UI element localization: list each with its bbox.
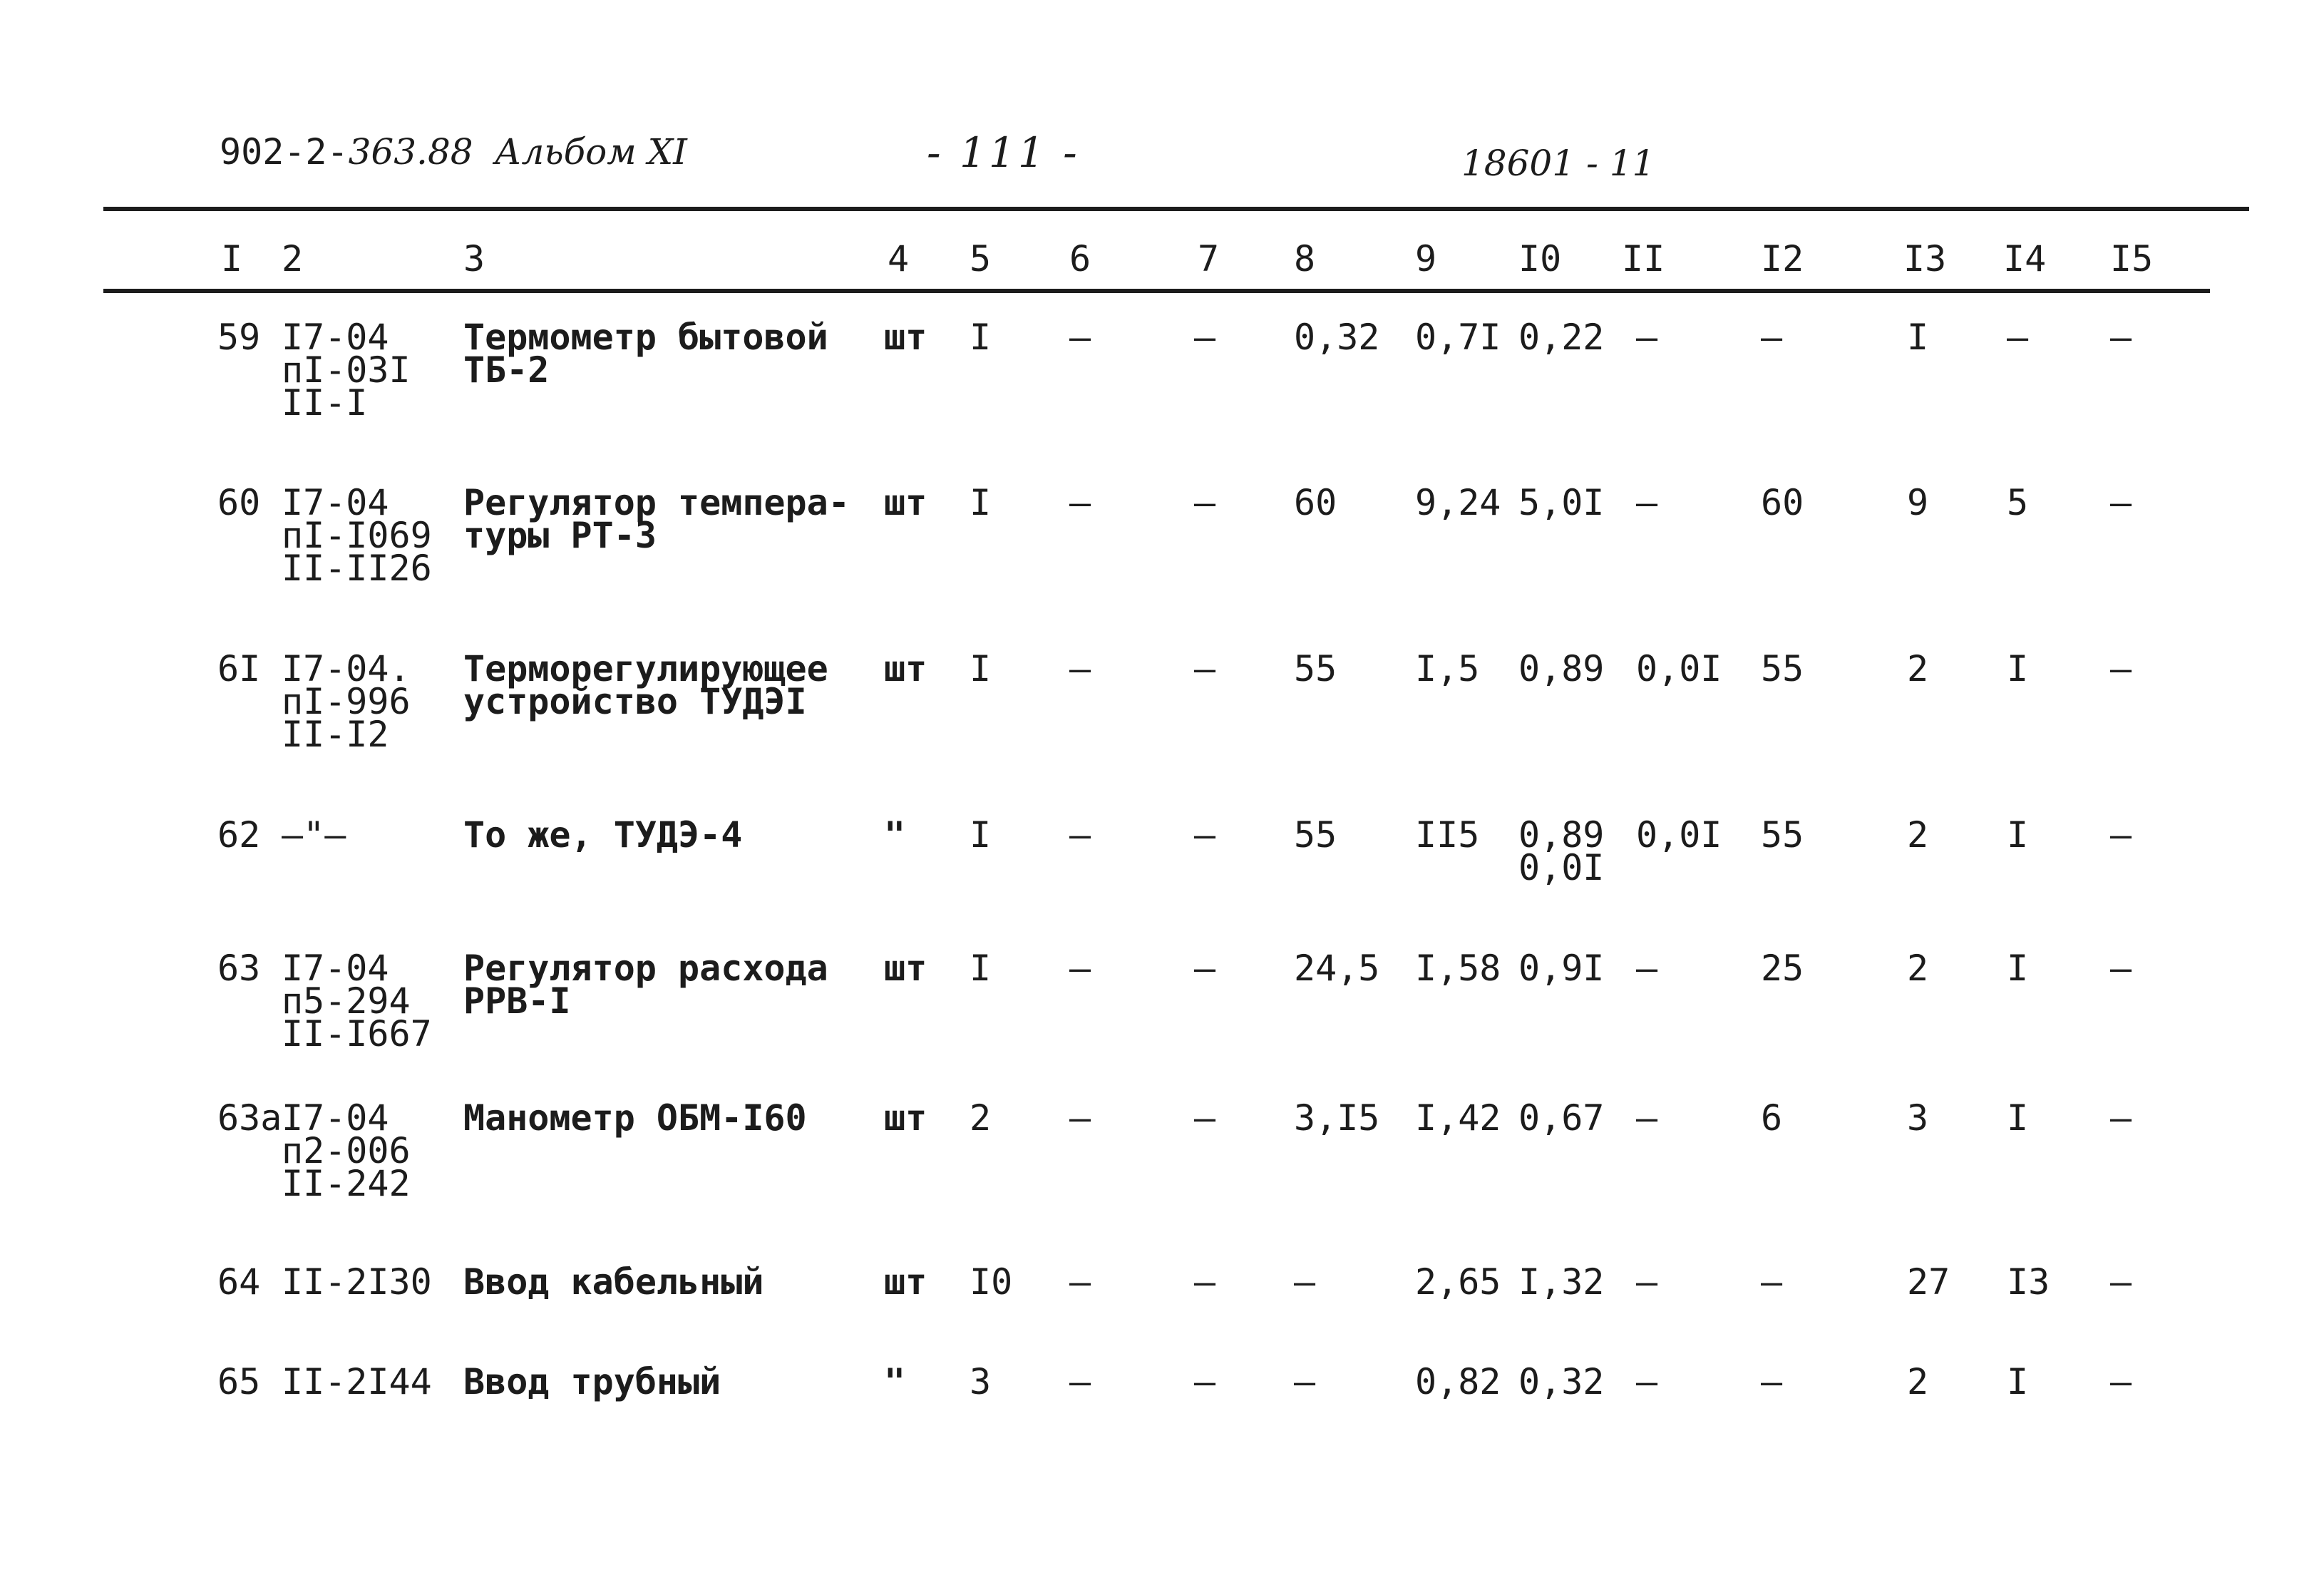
- cell-col-2: I7-04 п5-294 II-I667: [282, 948, 432, 1055]
- column-header-9: 9: [1415, 238, 1437, 279]
- cell-col-7: –: [1194, 948, 1216, 989]
- cell-col-12: –: [1761, 1261, 1783, 1303]
- column-header-10: I0: [1518, 238, 1562, 279]
- cell-col-3: Манометр ОБМ-I60: [463, 1097, 807, 1139]
- cell-col-11: –: [1636, 948, 1658, 989]
- cell-col-10: 0,22: [1518, 317, 1605, 358]
- cell-col-3: То же, ТУДЭ-4: [463, 814, 743, 856]
- cell-col-12: 6: [1761, 1097, 1783, 1139]
- cell-col-15: –: [2110, 814, 2132, 856]
- cell-col-10: 0,89 0,0I: [1518, 814, 1605, 888]
- column-header-6: 6: [1069, 238, 1091, 279]
- cell-col-9: II5: [1415, 814, 1480, 856]
- cell-col-14: I: [2007, 1361, 2029, 1402]
- cell-col-13: I: [1907, 317, 1929, 358]
- cell-col-5: I: [970, 648, 992, 689]
- cell-col-15: –: [2110, 317, 2132, 358]
- cell-col-2: I7-04 п2-006 II-242: [282, 1097, 411, 1204]
- cell-col-11: –: [1636, 317, 1658, 358]
- cell-col-6: –: [1069, 317, 1091, 358]
- cell-col-2: II-2I30: [282, 1261, 432, 1303]
- cell-col-10: 0,9I: [1518, 948, 1605, 989]
- cell-col-12: –: [1761, 1361, 1783, 1402]
- album-label: Альбом XI: [494, 131, 687, 173]
- cell-col-10: 0,32: [1518, 1361, 1605, 1402]
- cell-col-11: –: [1636, 482, 1658, 523]
- cell-col-13: 2: [1907, 1361, 1929, 1402]
- cell-col-14: –: [2007, 317, 2029, 358]
- cell-col-6: –: [1069, 814, 1091, 856]
- cell-col-13: 3: [1907, 1097, 1929, 1139]
- cell-col-1: 62: [217, 814, 261, 856]
- cell-col-15: –: [2110, 1261, 2132, 1303]
- cell-col-7: –: [1194, 814, 1216, 856]
- column-header-2: 2: [282, 238, 304, 279]
- cell-col-4: ": [884, 814, 906, 856]
- column-header-15: I5: [2110, 238, 2154, 279]
- cell-col-10: I,32: [1518, 1261, 1605, 1303]
- cell-col-8: 55: [1294, 648, 1337, 689]
- column-header-3: 3: [463, 238, 485, 279]
- cell-col-14: I3: [2007, 1261, 2050, 1303]
- cell-col-13: 2: [1907, 948, 1929, 989]
- column-header-5: 5: [970, 238, 992, 279]
- cell-col-1: 59: [217, 317, 261, 358]
- cell-col-11: 0,0I: [1636, 814, 1722, 856]
- cell-col-14: I: [2007, 648, 2029, 689]
- cell-col-12: –: [1761, 317, 1783, 358]
- cell-col-5: 2: [970, 1097, 992, 1139]
- cell-col-1: 60: [217, 482, 261, 523]
- cell-col-12: 55: [1761, 814, 1804, 856]
- cell-col-9: I,58: [1415, 948, 1501, 989]
- cell-col-15: –: [2110, 1361, 2132, 1402]
- cell-col-12: 55: [1761, 648, 1804, 689]
- cell-col-5: I: [970, 948, 992, 989]
- cell-col-4: шт: [884, 648, 927, 689]
- table-top-rule: [103, 207, 2249, 211]
- cell-col-1: 64: [217, 1261, 261, 1303]
- cell-col-15: –: [2110, 648, 2132, 689]
- page-number: - 111 -: [927, 128, 1080, 177]
- cell-col-14: 5: [2007, 482, 2029, 523]
- cell-col-9: I,42: [1415, 1097, 1501, 1139]
- cell-col-6: –: [1069, 1261, 1091, 1303]
- cell-col-4: шт: [884, 1097, 927, 1139]
- cell-col-13: 2: [1907, 648, 1929, 689]
- cell-col-15: –: [2110, 482, 2132, 523]
- cell-col-1: 63: [217, 948, 261, 989]
- cell-col-4: шт: [884, 482, 927, 523]
- cell-col-13: 2: [1907, 814, 1929, 856]
- document-code-handwritten: 363.88: [348, 131, 473, 173]
- cell-col-5: I: [970, 814, 992, 856]
- cell-col-12: 25: [1761, 948, 1804, 989]
- cell-col-9: 2,65: [1415, 1261, 1501, 1303]
- cell-col-3: Регулятор темпера- туры РТ-3: [463, 482, 850, 556]
- cell-col-9: 9,24: [1415, 482, 1501, 523]
- cell-col-8: –: [1294, 1361, 1316, 1402]
- cell-col-10: 5,0I: [1518, 482, 1605, 523]
- cell-col-3: Регулятор расхода РРВ-I: [463, 948, 828, 1022]
- cell-col-2: I7-04 пI-03I II-I: [282, 317, 411, 424]
- cell-col-13: 27: [1907, 1261, 1950, 1303]
- column-header-11: II: [1622, 238, 1665, 279]
- cell-col-11: –: [1636, 1361, 1658, 1402]
- cell-col-6: –: [1069, 482, 1091, 523]
- cell-col-5: I0: [970, 1261, 1013, 1303]
- column-header-1: I: [221, 238, 243, 279]
- cell-col-7: –: [1194, 1097, 1216, 1139]
- cell-col-11: –: [1636, 1097, 1658, 1139]
- column-header-4: 4: [888, 238, 910, 279]
- cell-col-8: 60: [1294, 482, 1337, 523]
- cell-col-2: II-2I44: [282, 1361, 432, 1402]
- cell-col-15: –: [2110, 1097, 2132, 1139]
- cell-col-11: 0,0I: [1636, 648, 1722, 689]
- table-header-rule: [103, 289, 2210, 293]
- cell-col-15: –: [2110, 948, 2132, 989]
- cell-col-7: –: [1194, 1261, 1216, 1303]
- document-code: [220, 131, 687, 173]
- cell-col-9: 0,7I: [1415, 317, 1501, 358]
- cell-col-4: шт: [884, 317, 927, 358]
- cell-col-7: –: [1194, 1361, 1216, 1402]
- cell-col-4: шт: [884, 948, 927, 989]
- cell-col-2: I7-04 пI-I069 II-II26: [282, 482, 432, 589]
- column-header-13: I3: [1903, 238, 1947, 279]
- document-code-prefix: 902-2-: [220, 131, 349, 173]
- cell-col-3: Ввод кабельный: [463, 1261, 764, 1303]
- cell-col-7: –: [1194, 648, 1216, 689]
- cell-col-10: 0,67: [1518, 1097, 1605, 1139]
- cell-col-7: –: [1194, 317, 1216, 358]
- cell-col-8: 24,5: [1294, 948, 1380, 989]
- cell-col-3: Терморегулирующее устройство ТУДЭI: [463, 648, 828, 722]
- cell-col-1: 6I: [217, 648, 261, 689]
- cell-col-8: 3,I5: [1294, 1097, 1380, 1139]
- cell-col-2: –"–: [282, 814, 346, 856]
- cell-col-11: –: [1636, 1261, 1658, 1303]
- cell-col-13: 9: [1907, 482, 1929, 523]
- cell-col-8: 55: [1294, 814, 1337, 856]
- cell-col-14: I: [2007, 1097, 2029, 1139]
- cell-col-7: –: [1194, 482, 1216, 523]
- column-header-7: 7: [1198, 238, 1220, 279]
- cell-col-1: 65: [217, 1361, 261, 1402]
- cell-col-12: 60: [1761, 482, 1804, 523]
- sheet-reference: 18601 - 11: [1461, 143, 1655, 184]
- cell-col-14: I: [2007, 948, 2029, 989]
- cell-col-4: ": [884, 1361, 906, 1402]
- cell-col-8: –: [1294, 1261, 1316, 1303]
- column-header-14: I4: [2003, 238, 2047, 279]
- cell-col-5: 3: [970, 1361, 992, 1402]
- cell-col-6: –: [1069, 1097, 1091, 1139]
- cell-col-5: I: [970, 482, 992, 523]
- cell-col-9: 0,82: [1415, 1361, 1501, 1402]
- cell-col-10: 0,89: [1518, 648, 1605, 689]
- cell-col-2: I7-04. пI-996 II-I2: [282, 648, 411, 755]
- cell-col-6: –: [1069, 948, 1091, 989]
- cell-col-3: Термометр бытовой ТБ-2: [463, 317, 828, 391]
- cell-col-9: I,5: [1415, 648, 1480, 689]
- cell-col-6: –: [1069, 1361, 1091, 1402]
- column-header-8: 8: [1294, 238, 1316, 279]
- column-header-12: I2: [1761, 238, 1804, 279]
- cell-col-5: I: [970, 317, 992, 358]
- cell-col-4: шт: [884, 1261, 927, 1303]
- cell-col-1: 63а: [217, 1097, 282, 1139]
- cell-col-8: 0,32: [1294, 317, 1380, 358]
- cell-col-14: I: [2007, 814, 2029, 856]
- cell-col-3: Ввод трубный: [463, 1361, 721, 1402]
- cell-col-6: –: [1069, 648, 1091, 689]
